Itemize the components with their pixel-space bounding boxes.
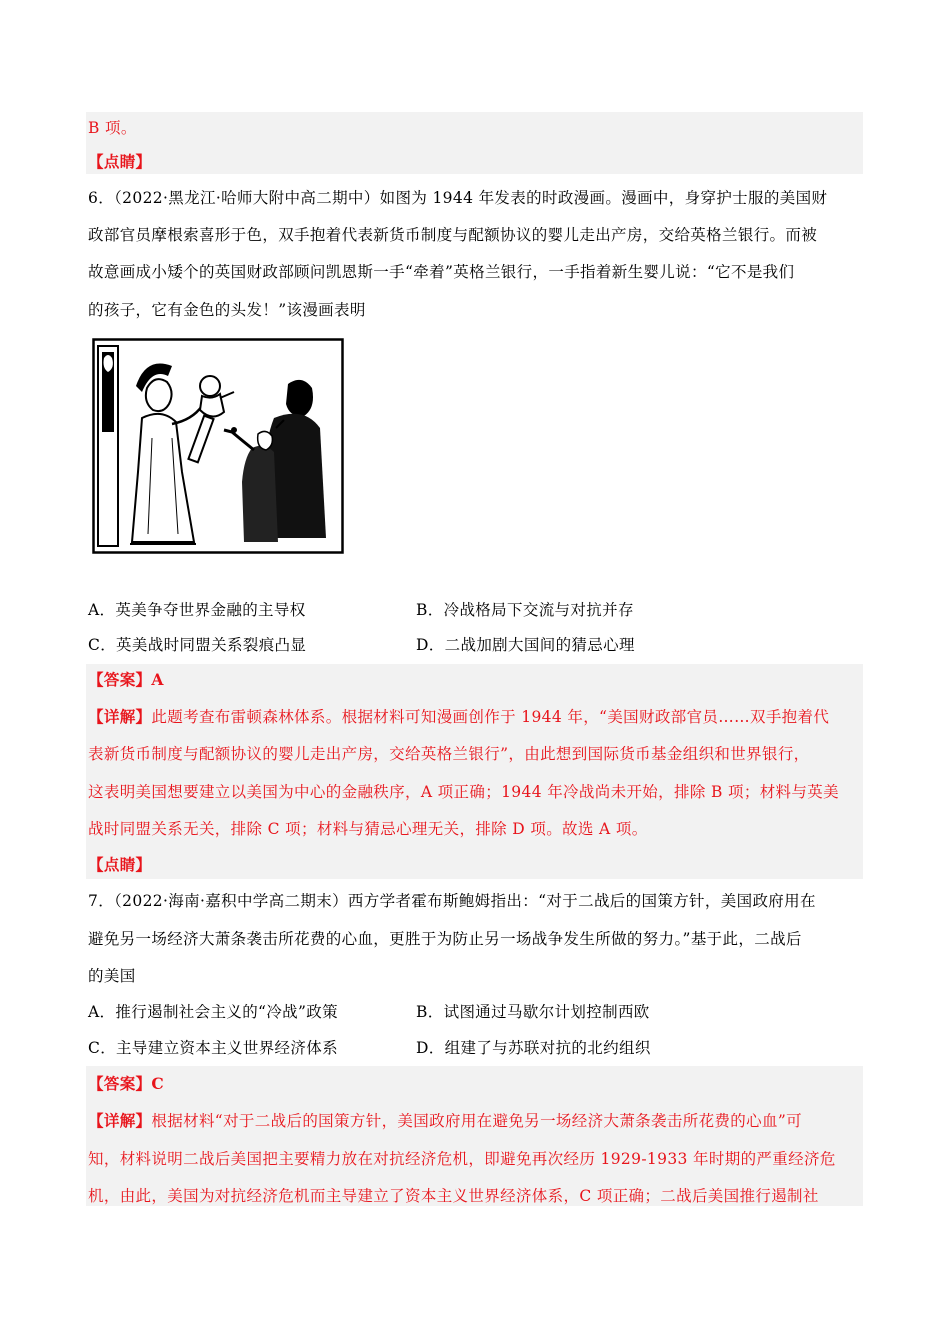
explain-label: 【详解】 <box>88 707 152 726</box>
q6-option-a: A．英美争夺世界金融的主导权 <box>88 601 306 619</box>
q6-option-c: C．英美战时同盟关系裂痕凸显 <box>88 636 307 654</box>
q6-answer <box>88 670 164 690</box>
q6-explain-line <box>88 707 829 727</box>
q6-stem-line: 的孩子，它有金色的头发！”该漫画表明 <box>88 301 366 319</box>
q6-stem-line: 政部官员摩根索喜形于色，双手抱着代表新货币制度与配额协议的婴儿走出产房，交给英格兰银行。而被 <box>88 226 818 244</box>
q7-option-a: A．推行遏制社会主义的“冷战”政策 <box>88 1003 338 1021</box>
q6-explain-line: 表新货币制度与配额协议的婴儿走出产房，交给英格兰银行”，由此想到国际货币基金组织和世界银行， <box>88 745 810 763</box>
prev-point-label: 【点睛】 <box>88 152 152 171</box>
q7-answer-shade <box>86 1066 863 1206</box>
explain-text: 此题考查布雷顿森林体系。根据材料可知漫画创作于 1944 年，“美国财政部官员……双手抱着代 <box>151 708 830 726</box>
answer-label: 【答案】 <box>88 1074 152 1093</box>
q7-stem-line: 7．（2022·海南·嘉积中学高二期末）西方学者霍布斯鲍姆指出：“对于二战后的国策方针，美国政府用在 <box>88 892 816 910</box>
q6-explain-line: 战时同盟关系无关，排除 C 项；材料与猜忌心理无关，排除 D 项。故选 A 项。 <box>88 820 648 838</box>
explain-label: 【详解】 <box>88 1111 152 1130</box>
q6-option-b: B．冷战格局下交流与对抗并存 <box>416 601 634 619</box>
prev-answer-shade <box>86 112 863 174</box>
explain-text: 根据材料“对于二战后的国策方针，美国政府用在避免另一场经济大萧条袭击所花费的心血”可 <box>151 1112 802 1130</box>
answer-value: A <box>151 670 164 689</box>
q6-stem-line: 6．（2022·黑龙江·哈师大附中高二期中）如图为 1944 年发表的时政漫画。漫画中，身穿护士服的美国财 <box>88 189 828 207</box>
q7-option-b: B．试图通过马歇尔计划控制西欧 <box>416 1003 650 1021</box>
q6-explain-line: 这表明美国想要建立以美国为中心的金融秩序，A 项正确；1944 年冷战尚未开始，排除 B 项；材料与英美 <box>88 783 839 801</box>
q6-option-d: D．二战加剧大国间的猜忌心理 <box>416 636 635 654</box>
answer-label: 【答案】 <box>88 670 152 689</box>
q7-explain-line: 机，由此，美国为对抗经济危机而主导建立了资本主义世界经济体系，C 项正确；二战后美国推行遏制社 <box>88 1187 819 1205</box>
q7-stem-line: 的美国 <box>88 967 136 985</box>
political-cartoon-image <box>92 338 344 558</box>
q6-answer-shade <box>86 664 863 879</box>
q7-stem-line: 避免另一场经济大萧条袭击所花费的心血，更胜于为防止另一场战争发生所做的努力。”基于此，二战后 <box>88 930 802 948</box>
answer-value: C <box>151 1074 165 1093</box>
q7-option-d: D．组建了与苏联对抗的北约组织 <box>416 1039 651 1057</box>
q6-stem-line: 故意画成小矮个的英国财政部顾问凯恩斯一手“牵着”英格兰银行，一手指着新生婴儿说：“它不是我们 <box>88 263 795 281</box>
q6-point-label: 【点睛】 <box>88 855 152 874</box>
q7-explain-line <box>88 1111 802 1131</box>
prev-explain-tail: B 项。 <box>88 119 137 137</box>
q7-explain-line: 知，材料说明二战后美国把主要精力放在对抗经济危机，即避免再次经历 1929-1933 年时期的严重经济危 <box>88 1150 836 1168</box>
q7-option-c: C．主导建立资本主义世界经济体系 <box>88 1039 338 1057</box>
q7-answer <box>88 1074 164 1094</box>
